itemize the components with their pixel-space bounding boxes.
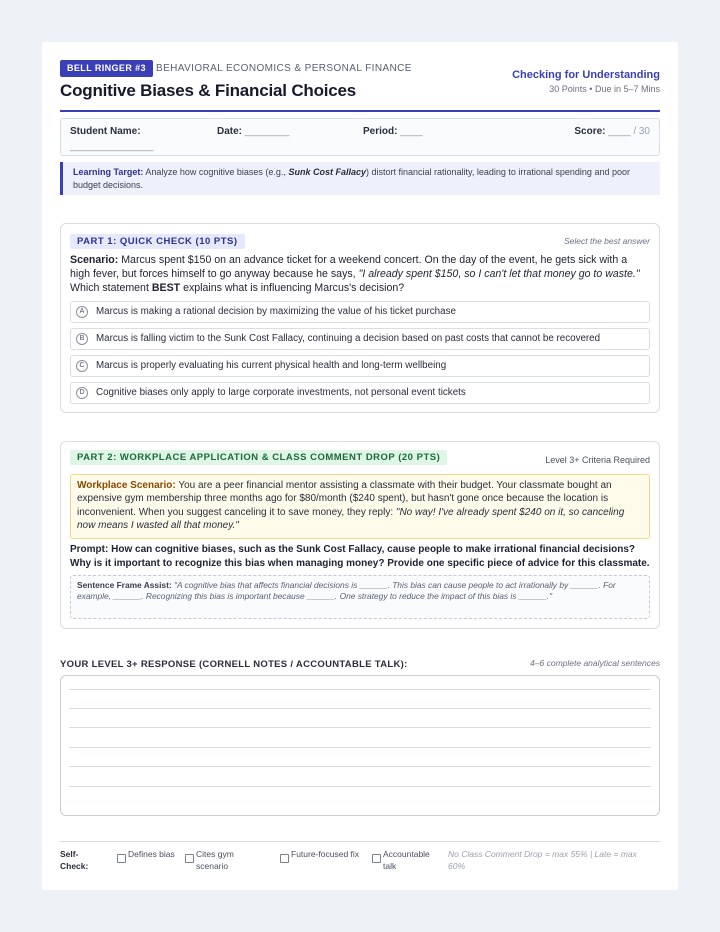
late-policy-note: No Class Comment Drop = max 55% | Late = max 60% [448,849,637,871]
question-after: explains what is influencing Marcus's decision? [183,281,405,294]
period-label: Period: [363,126,398,137]
score-total: / 30 [633,126,650,137]
self-check-item-gym-scenario: Cites gym scenario [196,849,234,871]
response-note: 4–6 complete analytical sentences [530,658,660,668]
learning-target-emphasis: Sunk Cost Fallacy [288,167,366,177]
checking-label: Checking for Understanding [512,69,660,81]
response-line [69,727,651,728]
part2-prompt [70,543,654,570]
part1-title: PART 1: QUICK CHECK (10 PTS) [70,234,245,249]
self-check-item-accountable-talk: Accountable talk [383,849,430,871]
workplace-quote: "No way! I've already spent $240 on it, so canceling now means I wasted all that money." [77,506,625,532]
points-info: 30 Points • Due in 5–7 Mins [549,84,660,94]
date-field[interactable] [217,126,289,137]
option-letter-b: B [76,333,88,345]
part2-note: Level 3+ Criteria Required [545,455,650,465]
option-letter-c: C [76,360,88,372]
learning-target [60,162,660,195]
option-text-d: Cognitive biases only apply to large corporate investments, not personal event tickets [96,387,466,398]
part2-card [60,441,660,629]
self-check-checkbox-accountable-talk[interactable] [372,854,381,863]
scenario-label: Scenario: [70,254,119,266]
self-check-item-defines-bias: Defines bias [128,849,175,859]
period-blank[interactable]: ____ [400,126,423,137]
answer-option-d[interactable] [70,382,650,404]
prompt-label: Prompt: [70,544,109,555]
prompt-text: How can cognitive biases, such as the Sunk Cost Fallacy, cause people to make irrational financial decisions? Why is it important to recognize this bias when managing money? Provide one specific piece of advice for this classmate. [70,544,650,569]
score-blank[interactable]: ____ [608,126,631,137]
response-line [69,766,651,767]
response-area[interactable] [60,675,660,816]
workplace-scenario [70,474,650,539]
option-letter-a: A [76,306,88,318]
answer-option-a[interactable] [70,301,650,323]
self-check-label: Self-Check: [60,849,89,871]
date-label: Date: [217,126,243,137]
score-label: Score: [574,126,606,137]
learning-target-text-2: ) distort financial rationality, leading to irrational spending and poor budget decisions. [73,167,630,190]
part1-card [60,223,660,413]
worksheet-header [60,60,660,112]
response-line [69,689,651,690]
part2-title: PART 2: WORKPLACE APPLICATION & CLASS COMMENT DROP (20 PTS) [70,450,447,465]
option-letter-d: D [76,387,88,399]
response-line [69,708,651,709]
part1-note: Select the best answer [564,236,650,246]
workplace-label: Workplace Scenario: [77,480,176,491]
sentence-frame [70,575,650,619]
sentence-frame-label: Sentence Frame Assist: [77,580,172,590]
scenario-text: Marcus spent $150 on an advance ticket for a weekend concert. On the day of the event, he gets sick with a high fever, but forces himself to go anyway because he says, [70,254,628,280]
self-check-checkbox-defines-bias[interactable] [117,854,126,863]
bell-ringer-badge: BELL RINGER #3 [60,60,153,77]
answer-option-b[interactable] [70,328,650,350]
response-line [69,786,651,787]
question-before: Which statement [70,281,149,294]
student-name-label: Student Name: [70,126,141,137]
self-check-checkbox-gym-scenario[interactable] [185,854,194,863]
header-divider [60,110,660,112]
sentence-frame-text: "A cognitive bias that affects financial decisions is ______. This bias can cause people to act irrationally by ______. For example, ______. Recognizing this bias is important because ______. One strategy to reduce the impact of this bias is ______." [77,580,616,601]
student-name-blank[interactable]: _______________ [70,141,154,152]
option-text-c: Marcus is properly evaluating his current physical health and long-term wellbeing [96,360,447,371]
response-label: YOUR LEVEL 3+ RESPONSE (CORNELL NOTES / ACCOUNTABLE TALK): [60,659,408,670]
option-text-a: Marcus is making a rational decision by maximizing the value of his ticket purchase [96,306,456,317]
learning-target-label: Learning Target: [73,167,144,177]
option-text-b: Marcus is falling victim to the Sunk Cost Fallacy, continuing a decision based on past costs that cannot be recovered [96,333,601,344]
period-field[interactable] [363,126,422,137]
scenario-quote: "I already spent $150, so I can't let that money go to waste." [358,267,640,280]
date-blank[interactable]: ________ [244,126,290,137]
response-line [69,747,651,748]
self-check-item-future-fix: Future-focused fix [291,849,360,859]
workplace-text: You are a peer financial mentor assisting a classmate with their budget. Your classmate bought an expensive gym membership three months ago for $80/month ($240 spent), but hasn't gone once because the location is inconvenient. When you suggest canceling it to save money, they reply: [77,480,612,518]
learning-target-text-1: Analyze how cognitive biases (e.g., [145,167,286,177]
student-name-field[interactable] [70,126,141,137]
score-field[interactable] [574,126,650,137]
footer-divider [60,841,660,842]
question-bold: BEST [151,281,181,294]
student-info-box [60,118,660,156]
page-title: Cognitive Biases & Financial Choices [60,81,357,100]
worksheet-page [42,42,678,890]
self-check-checkbox-future-fix[interactable] [280,854,289,863]
answer-option-c[interactable] [70,355,650,377]
part1-scenario [70,254,650,295]
subject-label: BEHAVIORAL ECONOMICS & PERSONAL FINANCE [156,63,412,74]
